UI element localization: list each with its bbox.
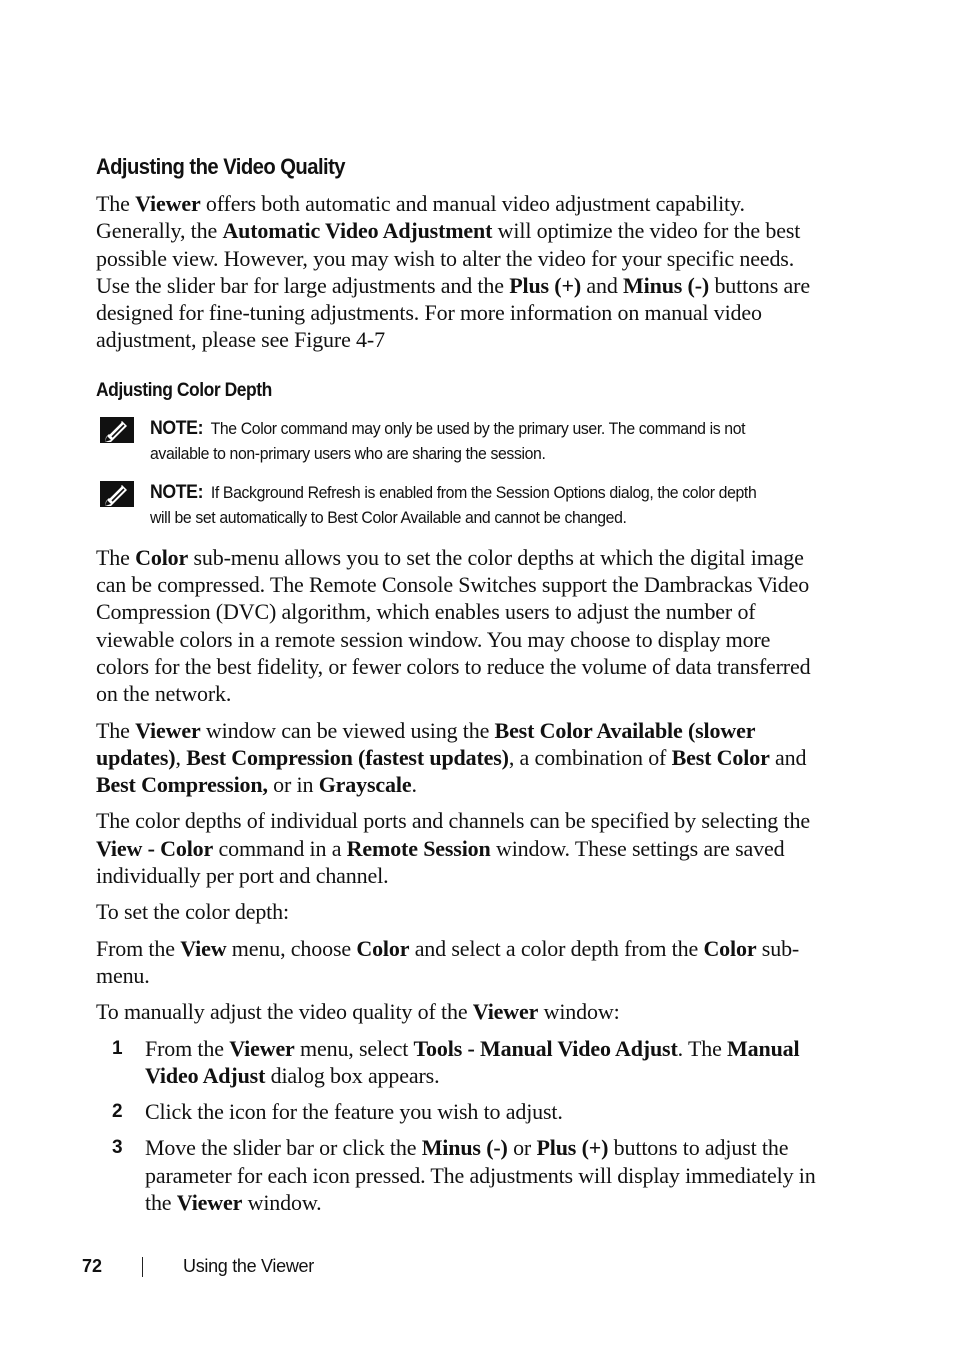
page-footer: [82, 1256, 314, 1277]
pencil-note-icon: [100, 417, 134, 443]
step-item: [96, 1035, 826, 1090]
subsection-title: Adjusting Color Depth: [96, 379, 272, 401]
bold-term: Color: [703, 935, 757, 961]
bold-term: Grayscale: [318, 772, 412, 798]
bold-term: Best Color Available (slower updates): [96, 717, 755, 770]
step-item: [96, 1098, 826, 1125]
bold-term: Plus (+): [536, 1135, 609, 1161]
bold-term: Color: [135, 544, 189, 570]
page-body: [96, 154, 826, 1225]
paragraph: To set the color depth:: [96, 899, 289, 925]
bold-term: Viewer: [135, 717, 201, 743]
bold-term: Minus (-): [421, 1135, 508, 1161]
bold-term: Viewer: [135, 191, 201, 216]
bold-term: Minus (-): [623, 272, 710, 298]
bold-term: Automatic Video Adjustment: [222, 218, 493, 244]
section-title: Adjusting the Video Quality: [96, 154, 345, 179]
bold-term: View: [180, 935, 227, 961]
note-label: NOTE:: [150, 481, 204, 503]
step-number: 1: [112, 1037, 123, 1059]
intro-paragraph: The Viewer offers both automatic and manual video adjustment capability. Generally, the Automatic Video Adjustment will optimize the video for the best possible view. However, you may wish to alter the video for your specific needs. Use the slider bar for large adjustments and the Plus (+) and Minus (-) buttons are designed for fine-tuning adjustments. For more information on manual video adjustment, please see Figure 4-7: [96, 191, 810, 353]
bold-term: Viewer: [472, 999, 539, 1025]
note-label: NOTE:: [150, 417, 204, 439]
step-number: 3: [112, 1137, 123, 1159]
bold-term: Viewer: [229, 1035, 295, 1061]
bold-term: Viewer: [176, 1190, 243, 1216]
bold-term: Remote Session: [346, 835, 491, 861]
bold-term: View - Color: [96, 835, 214, 861]
step-text: From the Viewer menu, select Tools - Manual Video Adjust. The Manual Video Adjust dialog box appears.: [145, 1035, 800, 1088]
paragraph: The color depths of individual ports and channels can be specified by selecting the View - Color command in a Remote Session window. These settings are saved individually per port and channel.: [96, 808, 810, 889]
step-item: [96, 1134, 826, 1216]
note-text: The Color command may only be used by the primary user. The command is not available to non-primary users who are sharing the session.: [150, 418, 746, 463]
steps-list: [96, 1035, 826, 1217]
note-text: If Background Refresh is enabled from the Session Options dialog, the color depth will be set automatically to Best Color Available and cannot be changed.: [150, 482, 757, 527]
bold-term: Best Color: [671, 744, 770, 770]
chapter-title: Using the Viewer: [183, 1256, 314, 1276]
note-1: [96, 416, 826, 466]
step-text: Move the slider bar or click the Minus (-) or Plus (+) buttons to adjust the parameter for each icon pressed. The adjustments will display immediately in the Viewer window.: [145, 1135, 816, 1216]
paragraph: The Color sub-menu allows you to set the color depths at which the digital image can be compressed. The Remote Console Switches support the Dambrackas Video Compression (DVC) algorithm, which enables users to adjust the number of viewable colors in a remote session window. You may choose to display more colors for the best fidelity, or fewer colors to reduce the volume of data transferred on the network.: [96, 544, 811, 707]
paragraph: The Viewer window can be viewed using the Best Color Available (slower updates), Best Compression (fastest updates), a combination of Best Color and Best Compression, or in Grayscale.: [96, 717, 807, 798]
bold-term: Best Compression,: [96, 772, 268, 798]
paragraph: To manually adjust the video quality of the Viewer window:: [96, 999, 620, 1025]
footer-divider: [142, 1257, 143, 1277]
note-2: [96, 480, 826, 530]
page-number: 72: [82, 1256, 103, 1276]
bold-term: Plus (+): [509, 272, 582, 298]
pencil-note-icon: [100, 481, 134, 507]
bold-term: Manual Video Adjust: [145, 1035, 800, 1088]
bold-term: Best Compression (fastest updates): [186, 744, 509, 770]
paragraph: From the View menu, choose Color and select a color depth from the Color sub-menu.: [96, 935, 800, 988]
bold-term: Tools - Manual Video Adjust: [413, 1035, 678, 1061]
step-number: 2: [112, 1101, 123, 1123]
step-text: Click the icon for the feature you wish to adjust.: [145, 1099, 563, 1125]
bold-term: Color: [356, 935, 410, 961]
